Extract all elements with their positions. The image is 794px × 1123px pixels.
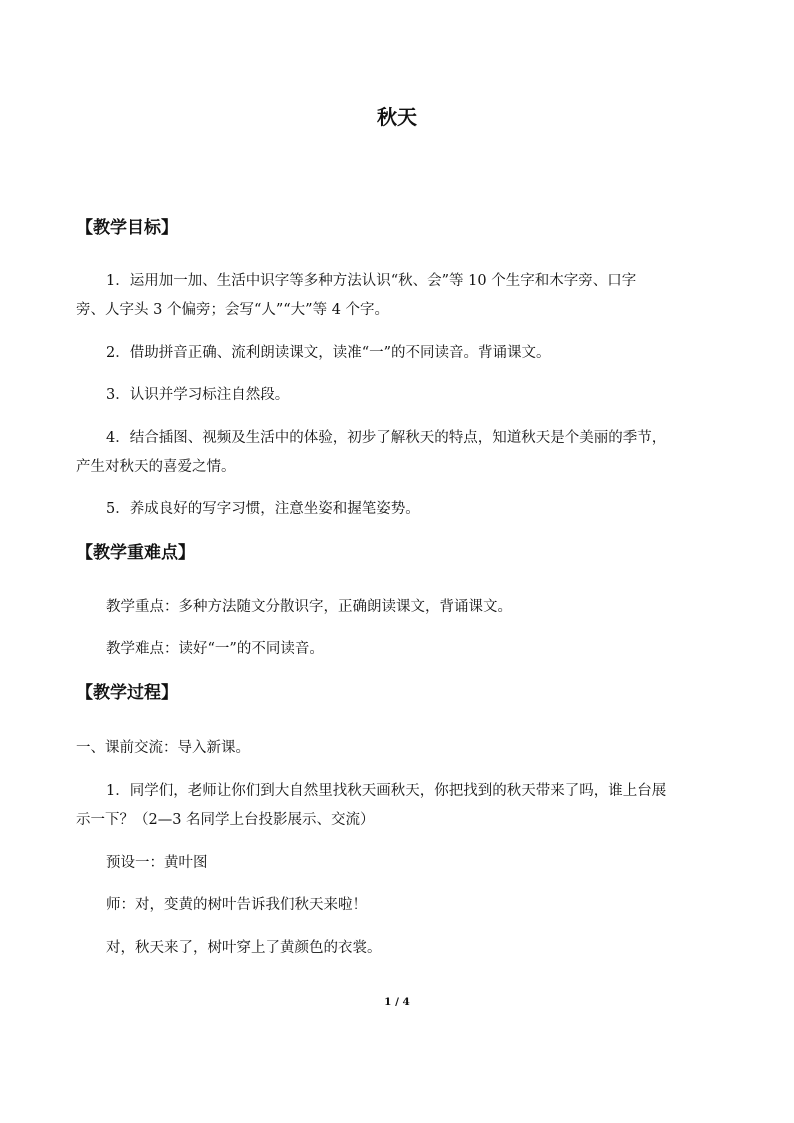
- section-heading-teaching-goals: 【教学目标】: [76, 218, 178, 238]
- difficult-point: 教学难点：读好“一”的不同读音。: [106, 641, 324, 657]
- process-step-1-heading: 一、课前交流：导入新课。: [76, 740, 250, 756]
- document-title: 秋天: [377, 105, 417, 129]
- process-para-1-line-2: 示一下？（2—3 名同学上台投影展示、交流）: [76, 812, 375, 828]
- process-preset-1: 预设一：黄叶图: [106, 855, 208, 871]
- goal-4-line-2: 产生对秋天的喜爱之情。: [76, 459, 236, 475]
- key-point: 教学重点：多种方法随文分散识字，正确朗读课文，背诵课文。: [106, 599, 512, 615]
- process-para-1-line-1: 1．同学们，老师让你们到大自然里找秋天画秋天，你把找到的秋天带来了吗，谁上台展: [106, 783, 667, 799]
- goal-1-line-2: 旁、人字头 3 个偏旁；会写“人”“大”等 4 个字。: [76, 302, 390, 318]
- goal-1-line-1: 1．运用加一加、生活中识字等多种方法认识“秋、会”等 10 个生字和木字旁、口字: [106, 273, 637, 289]
- section-heading-key-points: 【教学重难点】: [76, 543, 195, 563]
- section-heading-teaching-process: 【教学过程】: [76, 683, 178, 703]
- goal-3: 3．认识并学习标注自然段。: [106, 387, 290, 403]
- goal-2: 2．借助拼音正确、流利朗读课文，读准“一”的不同读音。背诵课文。: [106, 345, 551, 361]
- goal-4-line-1: 4．结合插图、视频及生活中的体验，初步了解秋天的特点，知道秋天是个美丽的季节，: [106, 430, 667, 446]
- page-number: 1 / 4: [384, 996, 410, 1008]
- goal-5: 5．养成良好的写字习惯，注意坐姿和握笔姿势。: [106, 501, 420, 517]
- process-response-line: 对，秋天来了，树叶穿上了黄颜色的衣裳。: [106, 940, 382, 956]
- process-teacher-line: 师：对，变黄的树叶告诉我们秋天来啦！: [106, 897, 367, 913]
